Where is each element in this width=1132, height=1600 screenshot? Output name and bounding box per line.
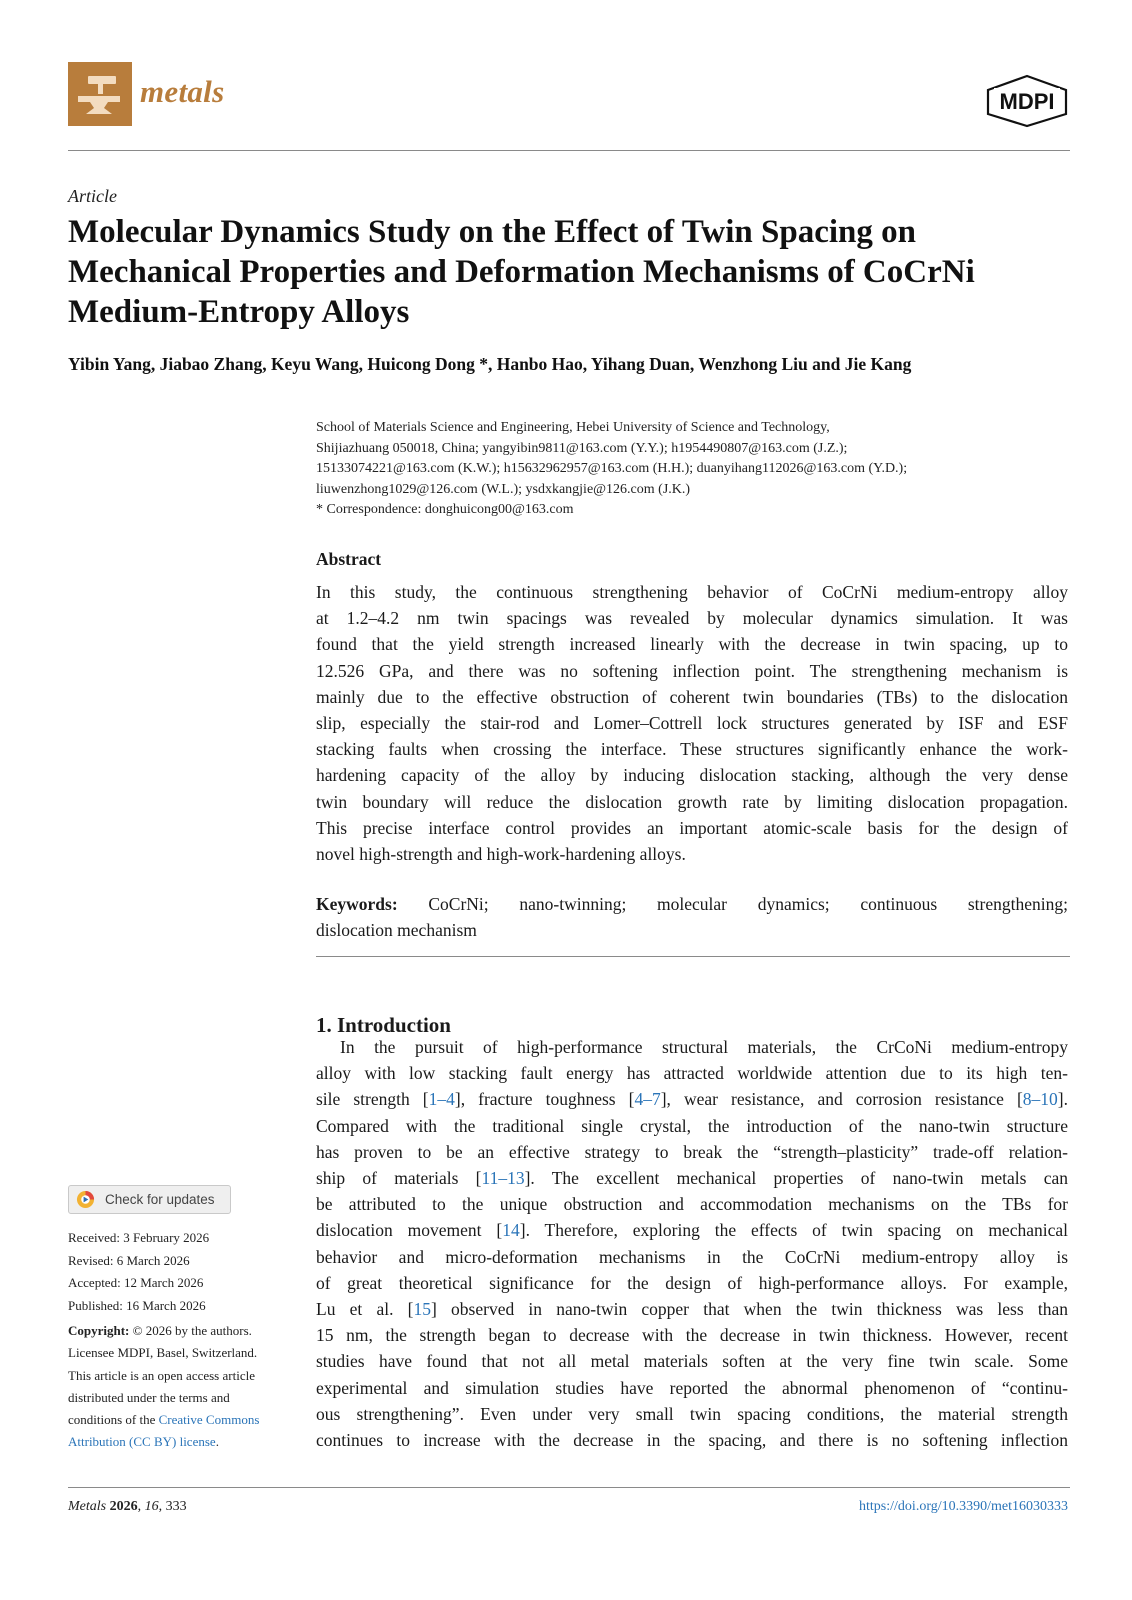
introduction-body (316, 1034, 1068, 1453)
keywords-block (316, 891, 1068, 943)
license-link[interactable]: Creative Commons (158, 1412, 260, 1428)
introduction-line (316, 1165, 1068, 1191)
introduction-line (316, 1217, 1068, 1243)
citation-link[interactable]: 1–4 (428, 1089, 455, 1110)
footer-rule (68, 1487, 1070, 1488)
copyright-line: This article is an open access article (68, 1367, 255, 1383)
abstract-line: twin boundary will reduce the dislocation growth rate by limiting dislocation propagation. (316, 791, 1068, 812)
introduction-line (316, 1244, 1068, 1270)
introduction-text: Compared with the traditional single crystal, the introduction of the nano-twin structure (316, 1115, 1068, 1136)
abstract-body (316, 579, 1068, 867)
date-revised: Revised: 6 March 2026 (68, 1252, 190, 1268)
title-line: Molecular Dynamics Study on the Effect of Twin Spacing on (68, 214, 916, 250)
citation-link[interactable]: 15 (413, 1299, 432, 1320)
title-line: Medium-Entropy Alloys (68, 294, 410, 330)
affiliation-line: liuwenzhong1029@126.com (W.L.); ysdxkangjie@126.com (J.K.) (316, 481, 691, 497)
copyright-line (68, 1320, 298, 1342)
introduction-text: continues to increase with the decrease in the spacing, and there is no softening inflection (316, 1430, 1068, 1451)
introduction-line (316, 1375, 1068, 1401)
introduction-text: dislocation movement [ (316, 1220, 503, 1241)
abstract-line: mainly due to the effective obstruction of coherent twin boundaries (TBs) to the dislocation (316, 686, 1068, 707)
copyright-notice (68, 1320, 298, 1454)
abstract-line: In this study, the continuous strengthening behavior of CoCrNi medium-entropy alloy (316, 582, 1068, 602)
affiliation-line: Shijiazhuang 050018, China; yangyibin9811@163.com (Y.Y.); h1954490807@163.com (J.Z.); (316, 440, 848, 456)
abstract-line: hardening capacity of the alloy by inducing dislocation stacking, although the very dense (316, 765, 1068, 786)
copyright-text: . (215, 1434, 219, 1450)
introduction-line (316, 1401, 1068, 1427)
citation-link[interactable]: 4–7 (634, 1089, 661, 1110)
footer-article-number: 333 (165, 1499, 187, 1514)
footer-volume: 16 (144, 1499, 159, 1514)
abstract-line: at 1.2–4.2 nm twin spacings was revealed by molecular dynamics simulation. It was (316, 608, 1068, 629)
introduction-text: ], fracture toughness [ (454, 1089, 635, 1110)
copyright-line: distributed under the terms and (68, 1389, 230, 1405)
correspondence-line: * Correspondence: donghuicong00@163.com (316, 502, 574, 517)
abstract-line: novel high-strength and high-work-hardening alloys. (316, 844, 686, 865)
footer-journal: Metals (68, 1499, 107, 1514)
keywords-label: Keywords: (316, 894, 398, 914)
mdpi-logo-text: MDPI (999, 89, 1055, 114)
introduction-text: ]. Therefore, exploring the effects of twin spacing on mechanical (519, 1220, 1068, 1241)
check-updates-icon (76, 1190, 95, 1209)
mdpi-logo (984, 74, 1070, 128)
copyright-text: conditions of the (68, 1412, 159, 1428)
keywords-line (316, 891, 1068, 917)
check-updates-label: Check for updates (105, 1192, 215, 1207)
license-link[interactable]: Attribution (CC BY) license (68, 1434, 216, 1450)
copyright-label: Copyright: (68, 1323, 130, 1338)
introduction-text: In the pursuit of high-performance structural materials, the CrCoNi medium-entropy (340, 1037, 1068, 1057)
copyright-line: Licensee MDPI, Basel, Switzerland. (68, 1345, 258, 1361)
copyright-line (68, 1431, 298, 1453)
keywords-line: dislocation mechanism (316, 920, 477, 941)
introduction-text: ]. (1057, 1089, 1068, 1110)
abstract-line: found that the yield strength increased linearly with the decrease in twin spacing, up to (316, 634, 1068, 655)
abstract-line: This precise interface control provides an important atomic-scale basis for the design of (316, 817, 1068, 838)
date-published: Published: 16 March 2026 (68, 1297, 206, 1313)
journal-name: metals (140, 74, 225, 109)
affiliation-line: 15133074221@163.com (K.W.); h15632962957@163.com (H.H.); duanyihang112026@163.com (Y.D.); (316, 461, 908, 476)
introduction-text: ] observed in nano-twin copper that when the twin thickness was less than (431, 1299, 1068, 1320)
introduction-line (316, 1427, 1068, 1453)
introduction-line (316, 1270, 1068, 1296)
introduction-text: ship of materials [ (316, 1168, 482, 1189)
introduction-line (316, 1034, 1068, 1060)
keywords-text: CoCrNi; nano-twinning; molecular dynamics; continuous strengthening; (397, 894, 1068, 914)
section-heading-introduction: 1. Introduction (316, 1013, 451, 1037)
copyright-line (68, 1409, 298, 1431)
citation-link[interactable]: 11–13 (481, 1168, 525, 1189)
introduction-text: be attributed to the unique obstruction and accommodation mechanisms on the TBs for (316, 1194, 1068, 1215)
introduction-line (316, 1139, 1068, 1165)
date-accepted: Accepted: 12 March 2026 (68, 1275, 204, 1290)
journal-logo (68, 62, 132, 126)
introduction-line (316, 1296, 1068, 1322)
introduction-text: experimental and simulation studies have reported the abnormal phenomenon of “continu- (316, 1377, 1068, 1398)
abstract-line: 12.526 GPa, and there was no softening inflection point. The strengthening mechanism is (316, 660, 1068, 681)
introduction-line (316, 1113, 1068, 1139)
introduction-text: has proven to be an effective strategy to break the “strength–plasticity” trade-off relation- (316, 1141, 1068, 1162)
header-rule (68, 150, 1070, 151)
introduction-text: Lu et al. [ (316, 1299, 414, 1320)
abstract-rule (316, 956, 1070, 957)
introduction-text: behavior and micro-deformation mechanisms in the CoCrNi medium-entropy alloy is (316, 1246, 1068, 1267)
citation-link[interactable]: 8–10 (1022, 1089, 1058, 1110)
citation-footer: Metals 2026, 16, 333 (68, 1499, 187, 1514)
introduction-text: ous strengthening”. Even under very small twin spacing conditions, the material strength (316, 1403, 1068, 1424)
title-line: Mechanical Properties and Deformation Mechanisms of CoCrNi (68, 254, 975, 290)
paper-title (68, 212, 1068, 332)
abstract-line: stacking faults when crossing the interface. These structures significantly enhance the work- (316, 739, 1068, 760)
affiliation-line: School of Materials Science and Engineering, Hebei University of Science and Technology, (316, 420, 830, 435)
author-list: Yibin Yang, Jiabao Zhang, Keyu Wang, Huicong Dong *, Hanbo Hao, Yihang Duan, Wenzhong Liu and Jie Kang (68, 354, 912, 374)
introduction-line (316, 1348, 1068, 1374)
introduction-text: ]. The excellent mechanical properties of nano-twin metals can (524, 1168, 1069, 1189)
introduction-text: alloy with low stacking fault energy has attracted worldwide attention due to its high ten- (316, 1063, 1068, 1084)
affiliation-block (316, 418, 1068, 521)
introduction-line (316, 1086, 1068, 1112)
introduction-text: ], wear resistance, and corrosion resistance [ (660, 1089, 1023, 1110)
abstract-line: slip, especially the stair-rod and Lomer–Cottrell lock structures generated by ISF and ESF (316, 713, 1068, 734)
article-type: Article (68, 186, 117, 206)
introduction-text: 15 nm, the strength began to decrease with the decrease in twin thickness. However, recent (316, 1325, 1068, 1346)
footer-year: 2026 (109, 1499, 138, 1514)
introduction-text: of great theoretical significance for the design of high-performance alloys. For example, (316, 1272, 1068, 1293)
introduction-line (316, 1322, 1068, 1348)
abstract-heading: Abstract (316, 549, 382, 569)
doi-link[interactable]: https://doi.org/10.3390/met16030333 (859, 1499, 1068, 1514)
publication-dates (68, 1227, 209, 1317)
introduction-line (316, 1060, 1068, 1086)
introduction-text: sile strength [ (316, 1089, 429, 1110)
check-for-updates-button[interactable] (68, 1185, 231, 1214)
introduction-line (316, 1191, 1068, 1217)
date-received: Received: 3 February 2026 (68, 1230, 210, 1245)
introduction-text: studies have found that not all metal materials soften at the very fine twin scale. Some (316, 1351, 1068, 1372)
citation-link[interactable]: 14 (502, 1220, 520, 1241)
copyright-text: © 2026 by the authors. (129, 1323, 252, 1338)
